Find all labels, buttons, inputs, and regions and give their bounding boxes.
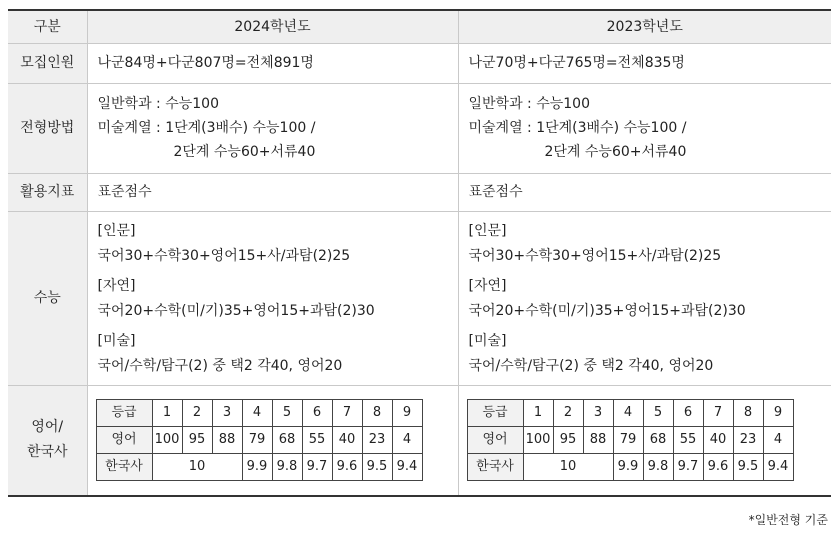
index-label: 활용지표 <box>8 174 87 212</box>
header-2023: 2023학년도 <box>458 10 831 44</box>
csat-label: 수능 <box>8 212 87 386</box>
history-header: 한국사 <box>467 454 523 481</box>
csat-line: 국어/수학/탐구(2) 중 택2 각40, 영어20 <box>97 357 343 374</box>
csat-line: 국어20+수학(미/기)35+영어15+과탐(2)30 <box>468 302 746 319</box>
header-2024: 2024학년도 <box>87 10 458 44</box>
csat-line: 국어20+수학(미/기)35+영어15+과탐(2)30 <box>97 302 375 319</box>
grade-cell: 3 <box>583 400 613 427</box>
grade-cell: 1 <box>523 400 553 427</box>
english-score-cell: 4 <box>392 427 422 454</box>
method-line: 미술계열 : 1단계(3배수) 수능100 / <box>468 120 687 136</box>
history-score-cell: 9.4 <box>763 454 793 481</box>
grade-table-2024 <box>96 399 423 481</box>
english-score-cell: 88 <box>212 427 242 454</box>
history-merged-cell: 10 <box>152 454 242 481</box>
english-score-cell: 79 <box>242 427 272 454</box>
history-label-line: 한국사 <box>26 444 68 461</box>
grade-cell: 8 <box>362 400 392 427</box>
grade-cell: 4 <box>613 400 643 427</box>
method-2024 <box>87 84 458 174</box>
grade-header: 등급 <box>96 400 152 427</box>
english-score-cell: 4 <box>763 427 793 454</box>
csat-line: [미술] <box>468 332 507 349</box>
method-line: 일반학과 : 수능100 <box>468 96 590 112</box>
grade-cell: 6 <box>673 400 703 427</box>
history-score-row <box>467 454 793 481</box>
history-merged-cell: 10 <box>523 454 613 481</box>
csat-2024 <box>87 212 458 386</box>
history-score-cell: 9.5 <box>733 454 763 481</box>
grade-cell: 7 <box>332 400 362 427</box>
history-score-cell: 9.6 <box>703 454 733 481</box>
method-label: 전형방법 <box>8 84 87 174</box>
csat-line: 국어30+수학30+영어15+사/과탐(2)25 <box>97 247 351 264</box>
grade-cell: 6 <box>302 400 332 427</box>
method-line: 미술계열 : 1단계(3배수) 수능100 / <box>97 120 316 136</box>
english-score-cell: 100 <box>523 427 553 454</box>
history-score-cell: 9.4 <box>392 454 422 481</box>
quota-2024: 나군84명+다군807명=전체891명 <box>87 44 458 84</box>
footnote: *일반전형 기준 <box>748 513 828 527</box>
english-history-label <box>8 386 87 496</box>
english-score-row <box>96 427 422 454</box>
history-header: 한국사 <box>96 454 152 481</box>
method-line: 2단계 수능60+서류40 <box>173 144 316 160</box>
english-score-cell: 23 <box>362 427 392 454</box>
english-history-2023 <box>458 386 831 496</box>
english-score-row <box>467 427 793 454</box>
history-score-cell: 9.9 <box>613 454 643 481</box>
grade-row <box>96 400 422 427</box>
grade-cell: 7 <box>703 400 733 427</box>
csat-line: [자연] <box>468 277 507 294</box>
english-history-2024 <box>87 386 458 496</box>
history-score-cell: 9.8 <box>272 454 302 481</box>
index-2023: 표준점수 <box>458 174 831 212</box>
grade-header: 등급 <box>467 400 523 427</box>
grade-cell: 5 <box>643 400 673 427</box>
csat-line: 국어/수학/탐구(2) 중 택2 각40, 영어20 <box>468 357 714 374</box>
admission-comparison-table <box>8 9 831 497</box>
grade-cell: 2 <box>553 400 583 427</box>
english-header: 영어 <box>467 427 523 454</box>
quota-row <box>8 44 831 84</box>
csat-line: [자연] <box>97 277 136 294</box>
grade-table-2023 <box>467 399 794 481</box>
english-score-cell: 95 <box>182 427 212 454</box>
english-score-cell: 68 <box>272 427 302 454</box>
english-score-cell: 55 <box>302 427 332 454</box>
index-row <box>8 174 831 212</box>
grade-cell: 9 <box>763 400 793 427</box>
quota-2023: 나군70명+다군765명=전체835명 <box>458 44 831 84</box>
english-score-cell: 79 <box>613 427 643 454</box>
grade-cell: 2 <box>182 400 212 427</box>
english-score-cell: 100 <box>152 427 182 454</box>
method-2023 <box>458 84 831 174</box>
csat-line: [인문] <box>97 222 136 239</box>
csat-row <box>8 212 831 386</box>
english-score-cell: 40 <box>332 427 362 454</box>
english-score-cell: 88 <box>583 427 613 454</box>
english-score-cell: 23 <box>733 427 763 454</box>
history-score-cell: 9.6 <box>332 454 362 481</box>
history-score-cell: 9.9 <box>242 454 272 481</box>
english-history-row <box>8 386 831 496</box>
method-line: 2단계 수능60+서류40 <box>544 144 687 160</box>
grade-cell: 3 <box>212 400 242 427</box>
index-2024: 표준점수 <box>87 174 458 212</box>
grade-cell: 4 <box>242 400 272 427</box>
english-score-cell: 40 <box>703 427 733 454</box>
english-header: 영어 <box>96 427 152 454</box>
quota-label: 모집인원 <box>8 44 87 84</box>
grade-cell: 1 <box>152 400 182 427</box>
history-score-cell: 9.8 <box>643 454 673 481</box>
history-score-cell: 9.5 <box>362 454 392 481</box>
method-row <box>8 84 831 174</box>
history-score-row <box>96 454 422 481</box>
csat-2023 <box>458 212 831 386</box>
csat-line: 국어30+수학30+영어15+사/과탐(2)25 <box>468 247 722 264</box>
english-score-cell: 95 <box>553 427 583 454</box>
english-label-line: 영어/ <box>31 419 64 436</box>
grade-cell: 8 <box>733 400 763 427</box>
history-score-cell: 9.7 <box>673 454 703 481</box>
grade-cell: 5 <box>272 400 302 427</box>
english-score-cell: 68 <box>643 427 673 454</box>
csat-line: [인문] <box>468 222 507 239</box>
header-category: 구분 <box>8 10 87 44</box>
header-row <box>8 10 831 44</box>
grade-row <box>467 400 793 427</box>
grade-cell: 9 <box>392 400 422 427</box>
csat-line: [미술] <box>97 332 136 349</box>
method-line: 일반학과 : 수능100 <box>97 96 219 112</box>
english-score-cell: 55 <box>673 427 703 454</box>
history-score-cell: 9.7 <box>302 454 332 481</box>
